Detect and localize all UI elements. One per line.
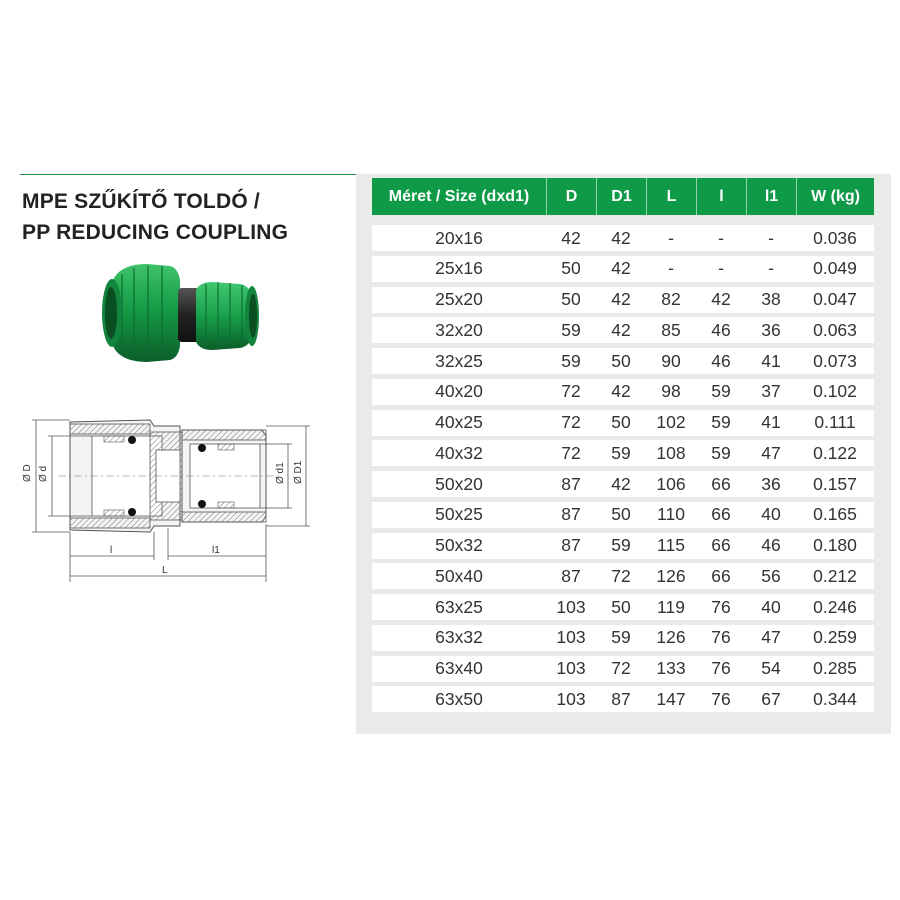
table-cell-size: 50x32 xyxy=(435,535,483,555)
table-cell-D1: 50 xyxy=(611,412,631,432)
table-cell-weight: 0.049 xyxy=(813,258,857,279)
table-cell-size: 40x20 xyxy=(435,381,483,402)
table-cell-D1: 50 xyxy=(611,596,631,617)
table-cell-l1: 46 xyxy=(761,535,781,555)
table-cell-size: 40x25 xyxy=(435,412,483,432)
dim-label-d1: Ø d1 xyxy=(275,462,286,484)
table-cell-l1: 54 xyxy=(761,658,781,678)
table-header xyxy=(372,178,874,215)
table-cell-size: 20x16 xyxy=(435,227,483,248)
table-row xyxy=(372,471,874,497)
header-size: Méret / Size (dxd1) xyxy=(388,187,530,205)
table-cell-D: 87 xyxy=(561,535,581,555)
table-cell-D: 72 xyxy=(561,442,581,463)
table-cell-l: 66 xyxy=(711,535,731,555)
table-cell-D1: 72 xyxy=(611,658,631,678)
table-cell-D: 87 xyxy=(561,473,581,494)
table-cell-size: 50x25 xyxy=(435,504,483,525)
table-row xyxy=(372,256,874,282)
table-cell-l: - xyxy=(718,227,724,248)
table-cell-weight: 0.122 xyxy=(813,442,857,463)
table-cell-l1: 47 xyxy=(761,627,781,648)
table-row xyxy=(372,563,874,589)
table-cell-L: - xyxy=(668,258,674,279)
table-cell-weight: 0.344 xyxy=(813,688,857,709)
table-cell-weight: 0.073 xyxy=(813,350,857,371)
table-cell-size: 25x20 xyxy=(435,289,483,309)
table-cell-D: 59 xyxy=(561,319,581,340)
table-cell-l1: 41 xyxy=(761,350,781,371)
table-cell-size: 25x16 xyxy=(435,258,483,279)
table-cell-l1: 41 xyxy=(761,412,781,432)
table-cell-D1: 42 xyxy=(611,319,631,340)
table-cell-weight: 0.111 xyxy=(814,412,856,432)
table-row xyxy=(372,440,874,466)
table-cell-D1: 42 xyxy=(611,258,631,279)
table-cell-size: 32x25 xyxy=(435,350,483,371)
table-cell-l: 46 xyxy=(711,319,731,340)
table-cell-l1: 37 xyxy=(761,381,781,402)
table-cell-D: 42 xyxy=(561,227,581,248)
table-row xyxy=(372,317,874,343)
table-cell-D: 87 xyxy=(561,504,581,525)
technical-drawing xyxy=(22,410,322,590)
dim-label-d: Ø d xyxy=(38,465,49,482)
table-cell-D1: 50 xyxy=(611,504,631,525)
table-cell-L: - xyxy=(668,227,674,248)
table-cell-l: 46 xyxy=(711,350,731,371)
table-cell-weight: 0.036 xyxy=(813,227,857,248)
header-D: D xyxy=(546,178,596,215)
header-l: l xyxy=(696,178,746,215)
table-cell-D: 103 xyxy=(556,688,586,709)
table-cell-L: 102 xyxy=(656,412,686,432)
table-cell-weight: 0.047 xyxy=(813,289,857,309)
table-row xyxy=(372,410,874,436)
table-body xyxy=(372,225,874,717)
dim-label-l1: l1 xyxy=(212,545,220,556)
table-cell-l: 42 xyxy=(711,289,731,309)
table-row xyxy=(372,686,874,712)
table-cell-l: 66 xyxy=(711,473,731,494)
table-cell-D: 50 xyxy=(561,289,581,309)
dim-label-L: L xyxy=(162,565,168,576)
header-L: L xyxy=(646,178,696,215)
table-cell-weight: 0.180 xyxy=(813,535,857,555)
product-title-line-2: PP REDUCING COUPLING xyxy=(22,221,289,244)
table-cell-size: 63x40 xyxy=(435,658,483,678)
table-cell-D1: 72 xyxy=(611,565,631,586)
table-cell-L: 133 xyxy=(656,658,686,678)
table-cell-l: 66 xyxy=(711,565,731,586)
dim-label-D1: Ø D1 xyxy=(293,460,304,484)
table-cell-D1: 42 xyxy=(611,381,631,402)
table-cell-L: 147 xyxy=(656,688,686,709)
table-cell-D1: 59 xyxy=(611,442,631,463)
table-cell-size: 50x40 xyxy=(435,565,483,586)
table-row xyxy=(372,594,874,620)
table-cell-l: 76 xyxy=(711,688,731,709)
table-cell-D1: 50 xyxy=(611,350,631,371)
table-cell-size: 63x50 xyxy=(435,688,483,709)
product-title-line-1: MPE SZŰKÍTŐ TOLDÓ / xyxy=(22,190,260,213)
table-cell-weight: 0.102 xyxy=(813,381,857,402)
table-cell-L: 126 xyxy=(656,627,686,648)
table-cell-l1: 67 xyxy=(761,688,781,709)
table-cell-l: 59 xyxy=(711,381,731,402)
product-title xyxy=(22,186,352,248)
table-cell-l1: - xyxy=(768,258,774,279)
table-cell-D1: 59 xyxy=(611,535,631,555)
table-cell-D1: 59 xyxy=(611,627,631,648)
table-cell-L: 85 xyxy=(661,319,681,340)
table-cell-weight: 0.259 xyxy=(813,627,857,648)
table-cell-size: 40x32 xyxy=(435,442,483,463)
table-cell-D: 103 xyxy=(556,658,586,678)
table-cell-weight: 0.165 xyxy=(813,504,857,525)
table-cell-D1: 42 xyxy=(611,289,631,309)
table-row xyxy=(372,656,874,682)
table-cell-D1: 42 xyxy=(611,227,631,248)
table-cell-l: 76 xyxy=(711,627,731,648)
table-cell-weight: 0.212 xyxy=(813,565,857,586)
table-cell-l: - xyxy=(718,258,724,279)
table-cell-L: 119 xyxy=(657,596,685,617)
table-cell-size: 63x32 xyxy=(435,627,483,648)
table-row xyxy=(372,287,874,313)
header-D1: D1 xyxy=(596,178,646,215)
table-row xyxy=(372,533,874,559)
table-row xyxy=(372,379,874,405)
table-cell-D: 103 xyxy=(556,596,586,617)
table-cell-l: 76 xyxy=(711,596,731,617)
dim-label-D: Ø D xyxy=(22,464,33,482)
table-cell-L: 98 xyxy=(661,381,681,402)
table-cell-l1: 56 xyxy=(761,565,781,586)
table-cell-D: 59 xyxy=(561,350,581,371)
table-cell-D: 87 xyxy=(561,565,581,586)
table-cell-weight: 0.063 xyxy=(813,319,857,340)
table-cell-L: 108 xyxy=(656,442,686,463)
table-cell-L: 110 xyxy=(657,504,685,525)
table-cell-D: 50 xyxy=(561,258,581,279)
table-row xyxy=(372,348,874,374)
table-cell-l: 59 xyxy=(711,442,731,463)
header-l1: l1 xyxy=(746,178,796,215)
table-cell-L: 82 xyxy=(661,289,681,309)
table-cell-weight: 0.246 xyxy=(813,596,857,617)
table-cell-D1: 87 xyxy=(611,688,631,709)
header-divider-line xyxy=(20,174,360,175)
table-cell-l: 76 xyxy=(711,658,731,678)
table-row xyxy=(372,625,874,651)
table-cell-l1: 36 xyxy=(761,473,781,494)
table-cell-l1: - xyxy=(768,227,774,248)
table-cell-L: 115 xyxy=(657,535,685,555)
table-cell-l1: 36 xyxy=(761,319,781,340)
table-cell-weight: 0.157 xyxy=(813,473,857,494)
table-cell-D: 72 xyxy=(561,381,581,402)
table-cell-l1: 38 xyxy=(761,289,781,309)
table-cell-L: 106 xyxy=(656,473,686,494)
table-cell-l1: 40 xyxy=(761,504,781,525)
table-cell-l1: 47 xyxy=(761,442,781,463)
table-cell-l1: 40 xyxy=(761,596,781,617)
table-cell-L: 126 xyxy=(656,565,686,586)
table-cell-size: 50x20 xyxy=(435,473,483,494)
product-photo xyxy=(92,258,262,368)
coupling-section xyxy=(58,420,280,532)
dim-label-l: l xyxy=(110,545,113,556)
table-cell-size: 63x25 xyxy=(435,596,483,617)
table-cell-D: 72 xyxy=(561,412,581,432)
table-row xyxy=(372,225,874,251)
table-cell-l: 66 xyxy=(711,504,731,525)
table-cell-l: 59 xyxy=(711,412,731,432)
table-cell-D1: 42 xyxy=(611,473,631,494)
table-cell-weight: 0.285 xyxy=(813,658,857,678)
header-weight: W (kg) xyxy=(796,178,874,215)
table-cell-size: 32x20 xyxy=(435,319,483,340)
table-cell-D: 103 xyxy=(556,627,586,648)
table-cell-L: 90 xyxy=(661,350,681,371)
table-row xyxy=(372,502,874,528)
